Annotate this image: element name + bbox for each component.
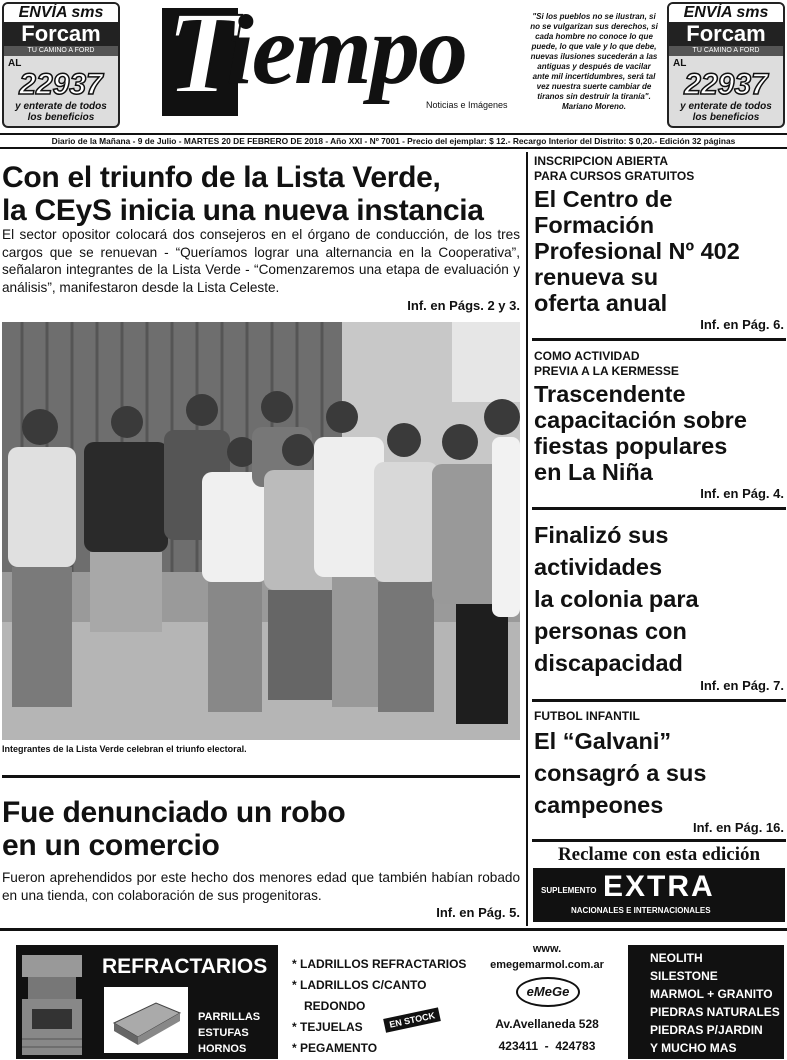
promo-box (533, 868, 785, 922)
ad-number: 22937 (19, 68, 103, 101)
emege-phones: 423411 - 424783 (498, 1039, 596, 1053)
lead-ref: Inf. en Págs. 2 y 3. (407, 298, 520, 313)
s1-head-2: Formación (534, 212, 655, 238)
s1-separator (532, 338, 786, 341)
s2-head-3: fiestas populares (534, 433, 728, 459)
emege-web: emegemarmol.com.ar (490, 959, 604, 971)
s2-head-4: en La Niña (534, 459, 653, 485)
second-body: Fueron aprehendidos por este hecho dos menores edad que también habían robado en una tienda, con colaboración de sus progenitoras. (2, 870, 520, 903)
s3-head-1: Finalizó sus (534, 522, 669, 548)
refractarios-item-1: PARRILLAS (198, 1011, 261, 1023)
ad-list-5: * PEGAMENTO (292, 1041, 378, 1055)
ad-list-2: * LADRILLOS C/CANTO (292, 978, 427, 992)
sms-ad-right (667, 2, 785, 128)
lead-headline-1: Con el triunfo de la Lista Verde, (2, 161, 441, 194)
logo-title: iempo (226, 0, 466, 105)
s3-ref: Inf. en Pág. 7. (700, 678, 784, 693)
sms-ad-left (2, 2, 120, 128)
emege-www: www. (532, 943, 562, 955)
column-divider (526, 152, 528, 926)
s4-ref: Inf. en Pág. 16. (692, 820, 784, 835)
s2-head-2: capacitación sobre (534, 407, 747, 433)
s1-head-3: Profesional Nº 402 (534, 238, 740, 264)
s2-head-1: Trascendente (534, 381, 686, 407)
s4-head-2: consagró a sus (534, 760, 707, 786)
s4-head-3: campeones (534, 792, 664, 818)
s3-head-3: la colonia para (534, 586, 699, 612)
stock-badge: EN STOCK (383, 1007, 441, 1032)
ad-line2: Forcam (4, 22, 118, 46)
second-headline-1: Fue denunciado un robo (2, 796, 346, 829)
ad-line2: Forcam (669, 22, 783, 46)
s1-head-1: El Centro de (534, 186, 673, 212)
ad-line3: TU CAMINO A FORD (4, 46, 118, 56)
s3-head-2: actividades (534, 554, 663, 580)
s4-kicker-1: FUTBOL INFANTIL (534, 709, 640, 723)
ad-list-1: * LADRILLOS REFRACTARIOS (292, 957, 467, 971)
s1-ref: Inf. en Pág. 6. (700, 317, 784, 332)
s3-head-4: personas con (534, 618, 687, 644)
ad-list-3: REDONDO (304, 999, 366, 1013)
ad-marmol-panel (628, 945, 784, 1059)
promo-extra: EXTRA (603, 870, 715, 903)
photo-caption: Integrantes de la Lista Verde celebran el triunfo electoral. (2, 744, 247, 754)
lead-photo (2, 322, 520, 740)
marmol-item-6: Y MUCHO MAS (650, 1041, 737, 1055)
ad-list-4: * TEJUELAS (292, 1020, 363, 1034)
s4-separator (532, 839, 786, 842)
group-photo-image (2, 322, 520, 740)
ad-refractarios-panel (16, 945, 278, 1059)
lead-body: El sector opositor colocará dos consejeros en el órgano de conducción, de los tres cargos que se renuevan - “Queríamos lograr una alternancia en la Cooperativa”, señalaron integrantes de la Lista Verde - “Comenzaremos una etapa de evaluación y análisis”, manifestaron desde la Lista Celeste. (2, 227, 520, 295)
emege-address: Av.Avellaneda 528 (495, 1017, 599, 1031)
s4-head-1: El “Galvani” (534, 728, 672, 754)
s3-separator (532, 699, 786, 702)
ad-line4: AL (8, 58, 22, 69)
s2-kicker-1: COMO ACTIVIDAD (534, 349, 640, 363)
promo-sub: NACIONALES E INTERNACIONALES (571, 906, 711, 915)
s1-head-4: renueva su (534, 264, 659, 290)
masthead-quote: "Si los pueblos no se ilustran, si no se vulgarizan sus derechos, si cada hombre no conoce lo que puede, lo que vale y lo que debe, nuevas ilusiones sucederán a las antiguas y después de vacilar ante mil incertidumbres, será tal vez nuestra suerte cambiar de tiranos sin destruir la tiranía". Mariano Moreno. (530, 12, 658, 111)
logo-letter-t: T (166, 0, 239, 118)
ad-line5: y enterate de todos (15, 101, 107, 112)
refractarios-item-2: ESTUFAS (198, 1027, 249, 1039)
logo-subtitle: Noticias e Imágenes (426, 100, 508, 110)
second-headline-2: en un comercio (2, 829, 220, 862)
ad-number: 22937 (684, 68, 768, 101)
ad-line4: AL (673, 58, 687, 69)
brick-icon (104, 987, 188, 1053)
lead-headline-2: la CEyS inicia una nueva instancia (2, 194, 484, 227)
ad-line1: ENVÍA sms (669, 4, 783, 22)
marmol-item-2: SILESTONE (650, 969, 718, 983)
marmol-item-3: MARMOL + GRANITO (650, 987, 773, 1001)
section-divider (2, 775, 520, 778)
advertisement-strip (0, 928, 787, 1060)
refractarios-item-3: HORNOS (198, 1043, 247, 1055)
s2-separator (532, 507, 786, 510)
marmol-item-1: NEOLITH (650, 951, 703, 965)
emege-brand: eMeGe (526, 984, 570, 999)
emege-logo (516, 977, 580, 1007)
ad-line6: los beneficios (27, 112, 95, 123)
s3-head-5: discapacidad (534, 650, 683, 676)
s1-kicker-2: PARA CURSOS GRATUITOS (534, 169, 695, 183)
ad-line3: TU CAMINO A FORD (669, 46, 783, 56)
barbecue-grill-icon (18, 949, 86, 1057)
s2-ref: Inf. en Pág. 4. (700, 486, 784, 501)
ad-line1: ENVÍA sms (4, 4, 118, 22)
dateline: Diario de la Mañana - 9 de Julio - MARTES 20 DE FEBRERO DE 2018 - Año XXI - Nº 7001 - Precio del ejemplar: $ 12.- Recargo Interior del Distrito: $ 0,20.- Edición 32 páginas (0, 133, 787, 149)
marmol-item-4: PIEDRAS NATURALES (650, 1005, 780, 1019)
second-ref: Inf. en Pág. 5. (436, 905, 520, 920)
ad-line5: y enterate de todos (680, 101, 772, 112)
promo-suplemento: SUPLEMENTO (541, 886, 597, 895)
s2-kicker-2: PREVIA A LA KERMESSE (534, 364, 679, 378)
s1-head-5: oferta anual (534, 290, 668, 316)
marmol-item-5: PIEDRAS P/JARDIN (650, 1023, 763, 1037)
refractarios-title: REFRACTARIOS (102, 955, 268, 978)
ad-line6: los beneficios (692, 112, 760, 123)
promo-title: Reclame con esta edición (557, 844, 761, 865)
s1-kicker-1: INSCRIPCION ABIERTA (534, 154, 669, 168)
